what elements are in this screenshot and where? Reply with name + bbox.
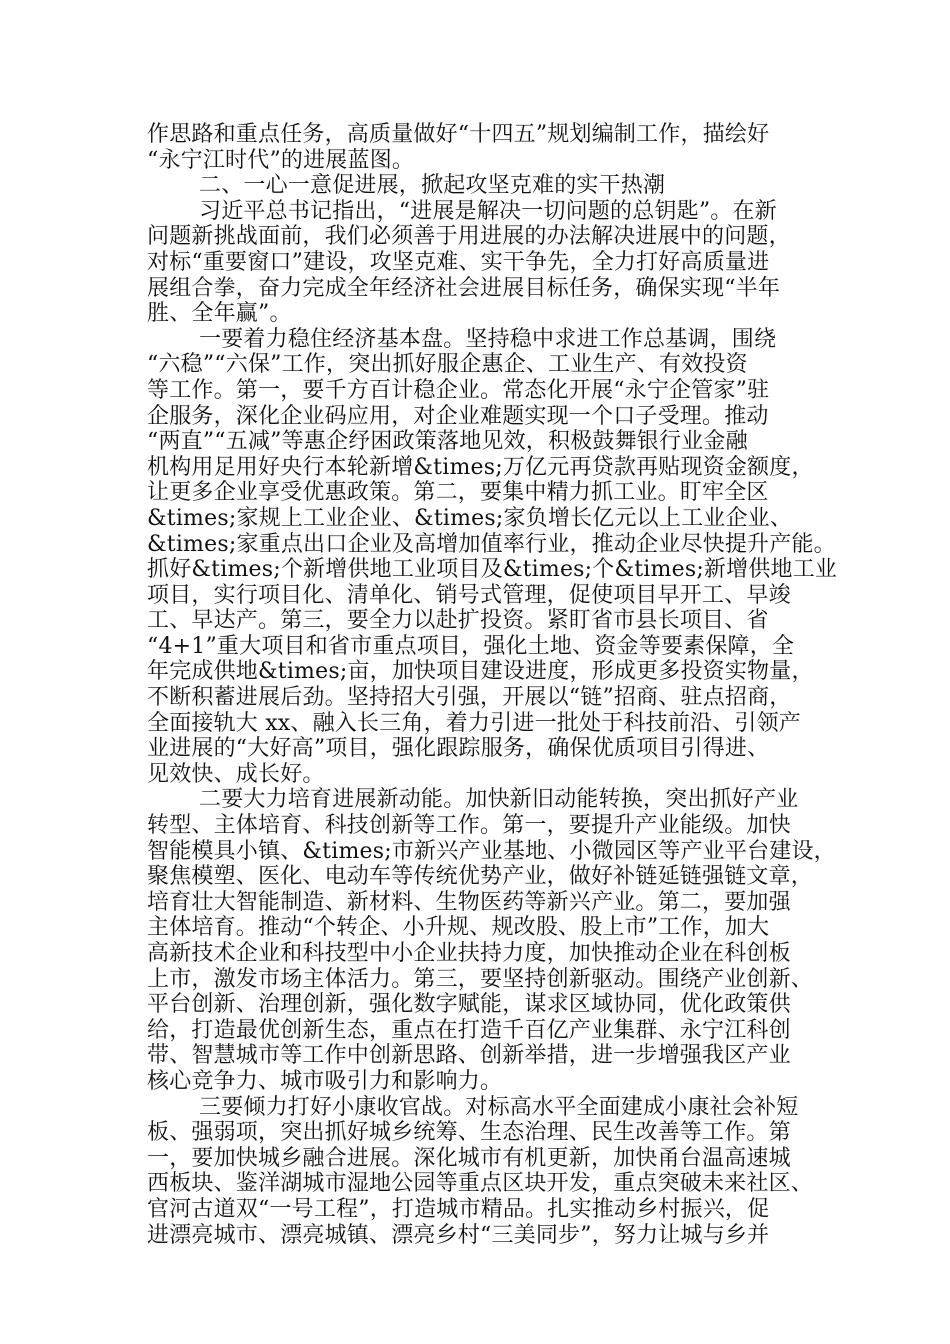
- text-line: 转型、主体培育、科技创新等工作。第一，要提升产业能级。加快: [147, 813, 791, 839]
- text-line: 见效快、成长好。: [147, 761, 325, 787]
- text-line: 等工作。第一，要千方百计稳企业。常态化开展“永宁企管家”驻: [147, 377, 770, 403]
- text-line: “六稳”“六保”工作，突出抓好服企惠企、工业生产、有效投资: [147, 352, 748, 378]
- text-line: 工、早达产。第三，要全力以赴扩投资。紧盯省市县长项目、省: [147, 608, 769, 634]
- section-heading: 二、一心一意促进展，掀起攻坚克难的实干热潮: [199, 173, 666, 199]
- text-line: 给，打造最优创新生态，重点在打造千百亿产业集群、永宁江科创: [147, 1017, 791, 1043]
- text-line: 西板块、鉴洋湖城市湿地公园等重点区块开发，重点突破未来社区、: [147, 1171, 814, 1197]
- text-line: “4+1”重大项目和省市重点项目，强化土地、资金等要素保障，全: [147, 633, 795, 659]
- text-line: “永宁江时代”的进展蓝图。: [147, 147, 415, 173]
- text-line: 一要着力稳住经济基本盘。坚持稳中求进工作总基调，围绕: [199, 326, 777, 352]
- text-line: 业进展的“大好高”项目，强化跟踪服务，确保优质项目引得进、: [147, 736, 770, 762]
- text-line: 板、强弱项，突出抓好城乡统筹、生态治理、民生改善等工作。第: [147, 1120, 791, 1146]
- text-line: 问题新挑战面前，我们必须善于用进展的办法解决进展中的问题，: [147, 224, 791, 250]
- text-line: 项目，实行项目化、清单化、销号式管理，促使项目早开工、早竣: [147, 582, 791, 608]
- text-line: 全面接轨大 xx、融入长三角，着力引进一批处于科技前沿、引领产: [147, 710, 802, 736]
- text-line: 二要大力培育进展新动能。加快新旧动能转换，突出抓好产业: [199, 787, 799, 813]
- text-line: 培育壮大智能制造、新材料、生物医药等新兴产业。第二，要加强: [147, 889, 791, 915]
- text-line: 进漂亮城市、漂亮城镇、漂亮乡村“三美同步”，努力让城与乡并: [147, 1222, 770, 1248]
- text-line: 带、智慧城市等工作中创新思路、创新举措，进一步增强我区产业: [147, 1043, 791, 1069]
- text-line: 不断积蓄进展后劲。坚持招大引强，开展以“链”招商、驻点招商，: [147, 685, 792, 711]
- text-line: 年完成供地&times;亩，加快项目建设进度，形成更多投资实物量，: [147, 659, 814, 685]
- text-line: “两直”“五减”等惠企纾困政策落地见效，积极鼓舞银行业金融: [147, 429, 748, 455]
- text-line: 核心竞争力、城市吸引力和影响力。: [147, 1068, 503, 1094]
- text-line: &times;家重点出口企业及高增加值率行业，推动企业尽快提升产能。: [147, 531, 836, 557]
- text-line: 平台创新、治理创新，强化数字赋能，谋求区域协同，优化政策供: [147, 992, 791, 1018]
- text-line: 抓好&times;个新增供地工业项目及&times;个&times;新增供地工业: [147, 557, 838, 583]
- text-line: &times;家规上工业企业、&times;家负增长亿元以上工业企业、: [147, 505, 793, 531]
- text-line: 聚焦模塑、医化、电动车等传统优势产业，做好补链延链强链文章，: [147, 864, 814, 890]
- text-line: 智能模具小镇、&times;市新兴产业基地、小微园区等产业平台建设，: [147, 838, 836, 864]
- text-line: 胜、全年赢”。: [147, 301, 292, 327]
- text-line: 对标“重要窗口”建设，攻坚克难、实干争先，全力打好高质量进: [147, 249, 770, 275]
- text-line: 作思路和重点任务，高质量做好“十四五”规划编制工作，描绘好: [147, 122, 770, 147]
- text-line: 官河古道双“一号工程”，打造城市精品。扎实推动乡村振兴，促: [147, 1196, 770, 1222]
- text-line: 机构用足用好央行本轮新增&times;万亿元再贷款再贴现资金额度，: [147, 454, 814, 480]
- text-line: 展组合拳，奋力完成全年经济社会进展目标任务，确保实现“半年: [147, 275, 781, 301]
- text-line: 让更多企业享受优惠政策。第二，要集中精力抓工业。盯牢全区: [147, 480, 769, 506]
- text-line: 上市，激发市场主体活力。第三，要坚持创新驱动。围绕产业创新、: [147, 966, 814, 992]
- text-line: 习近平总书记指出，“进展是解决一切问题的总钥匙”。在新: [199, 198, 777, 224]
- text-line: 主体培育。推动“个转企、小升规、规改股、股上市”工作，加大: [147, 915, 770, 941]
- text-line: 一，要加快城乡融合进展。深化城市有机更新，加快甬台温高速城: [147, 1145, 791, 1171]
- text-line: 企服务，深化企业码应用，对企业难题实现一个口子受理。推动: [147, 403, 769, 429]
- text-line: 高新技术企业和科技型中小企业扶持力度，加快推动企业在科创板: [147, 941, 791, 966]
- document-body: [147, 122, 838, 1248]
- text-line: 三要倾力打好小康收官战。对标高水平全面建成小康社会补短: [199, 1094, 799, 1120]
